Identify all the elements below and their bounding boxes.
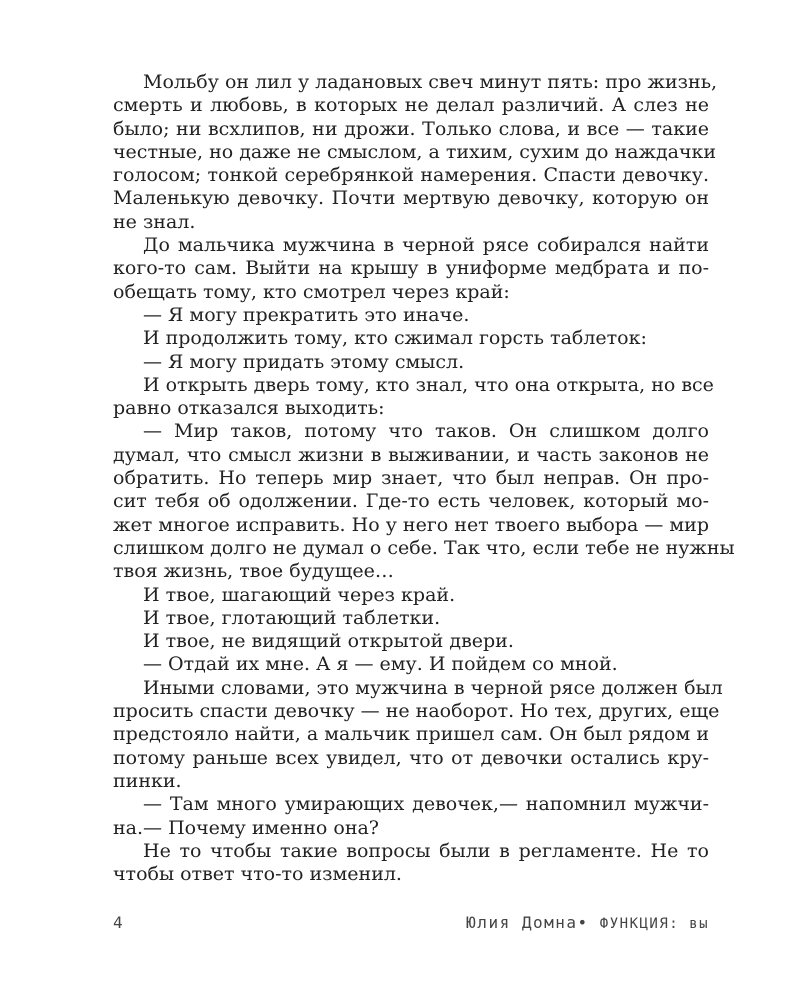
text-line: И твое, не видящий открытой двери. bbox=[143, 630, 514, 653]
text-line: думал, что смысл жизни в выживании, и часть законов не bbox=[113, 443, 709, 466]
text-line: — Отдай их мне. А я — ему. И пойдем со мной. bbox=[143, 653, 618, 676]
text-line: не знал. bbox=[113, 210, 196, 233]
text-line: честные, но даже не смыслом, а тихим, сухим до наждачки bbox=[113, 140, 717, 163]
text-line: Не то чтобы такие вопросы были в регламенте. Не то bbox=[143, 839, 709, 862]
text-line: Иными словами, это мужчина в черной рясе должен был bbox=[143, 676, 723, 699]
text-line: твоя жизнь, твое будущее… bbox=[113, 560, 394, 583]
text-line: на.— Почему именно она? bbox=[113, 816, 379, 839]
text-line: И твое, шагающий через край. bbox=[143, 583, 456, 606]
body-text bbox=[113, 71, 735, 886]
text-line: потому раньше всех увидел, что от девочки остались кру- bbox=[113, 746, 709, 769]
text-line: обратить. Но теперь мир знает, что был неправ. Он про- bbox=[113, 467, 709, 490]
running-head-title: ФУНКЦИЯ: вы bbox=[599, 916, 709, 932]
text-line: было; ни всхлипов, ни дрожи. Только слова, и все — такие bbox=[113, 117, 709, 140]
text-line: Маленькую девочку. Почти мертвую девочку, которую он bbox=[113, 187, 709, 210]
page-footer bbox=[113, 913, 709, 937]
text-line: И открыть дверь тому, кто знал, что она открыта, но все bbox=[143, 373, 714, 396]
text-line: сит тебя об одолжении. Где-то есть человек, который мо- bbox=[113, 490, 709, 513]
text-line: И твое, глотающий таблетки. bbox=[143, 606, 441, 629]
text-line: предстояло найти, а мальчик пришел сам. Он был рядом и bbox=[113, 723, 709, 746]
running-head bbox=[466, 913, 709, 932]
text-line: пинки. bbox=[113, 769, 182, 792]
text-line: обещать тому, кто смотрел через край: bbox=[113, 280, 510, 303]
page-number: 4 bbox=[113, 913, 123, 932]
text-line: просить спасти девочку — не наоборот. Но тех, других, еще bbox=[113, 700, 720, 723]
text-line: голосом; тонкой серебрянкой намерения. Спасти девочку. bbox=[113, 164, 709, 187]
running-head-author: Юлия Домна bbox=[466, 913, 578, 932]
text-line: И продолжить тому, кто сжимал горсть таблеток: bbox=[143, 327, 647, 350]
text-line: жет многое исправить. Но у него нет твоего выбора — мир bbox=[113, 513, 709, 536]
text-line: равно отказался выходить: bbox=[113, 397, 385, 420]
text-line: — Я могу придать этому смысл. bbox=[143, 350, 465, 373]
running-head-separator: • bbox=[577, 913, 589, 932]
text-line: кого-то сам. Выйти на крышу в униформе медбрата и по- bbox=[113, 257, 709, 280]
text-line: — Там много умирающих девочек,— напомнил мужчи- bbox=[143, 793, 709, 816]
text-line: чтобы ответ что-то изменил. bbox=[113, 863, 402, 886]
text-line: слишком долго не думал о себе. Так что, если тебе не нужны bbox=[113, 536, 735, 559]
text-line: — Мир таков, потому что таков. Он слишком долго bbox=[143, 420, 709, 443]
text-line: Мольбу он лил у ладановых свеч минут пять: про жизнь, bbox=[143, 71, 718, 93]
text-line: смерть и любовь, в которых не делал различий. А слез не bbox=[113, 94, 709, 117]
text-line: До мальчика мужчина в черной рясе собирался найти bbox=[143, 234, 709, 257]
text-line: — Я могу прекратить это иначе. bbox=[143, 303, 470, 326]
